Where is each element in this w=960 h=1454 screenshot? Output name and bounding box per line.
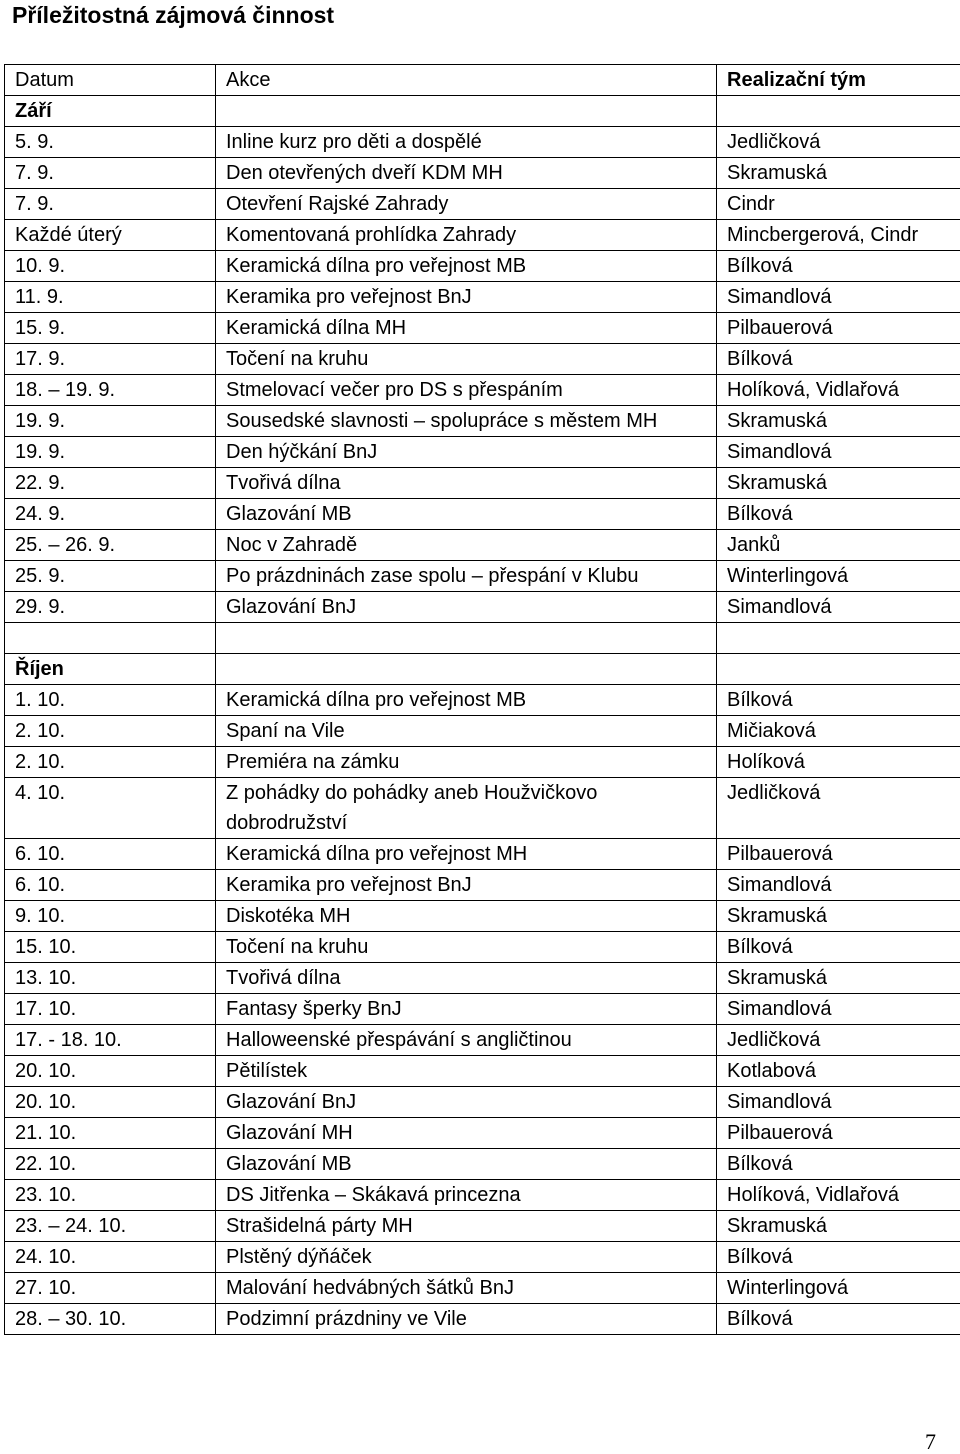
month-empty-cell xyxy=(216,654,717,685)
event-action: DS Jitřenka – Skákavá princezna xyxy=(216,1180,717,1211)
event-team: Bílková xyxy=(717,499,960,530)
event-team: Simandlová xyxy=(717,592,960,623)
month-empty-cell xyxy=(717,654,960,685)
event-team: Holíková, Vidlařová xyxy=(717,375,960,406)
table-row xyxy=(5,839,960,870)
event-team: Winterlingová xyxy=(717,561,960,592)
table-row xyxy=(5,1118,960,1149)
event-action: Po prázdninách zase spolu – přespání v Klubu xyxy=(216,561,717,592)
event-action: Halloweenské přespávání s angličtinou xyxy=(216,1025,717,1056)
event-team: Jedličková xyxy=(717,1025,960,1056)
event-action: Keramická dílna MH xyxy=(216,313,717,344)
event-action: Keramická dílna pro veřejnost MB xyxy=(216,685,717,716)
table-row xyxy=(5,406,960,437)
event-action: Glazování MB xyxy=(216,1149,717,1180)
event-date: 27. 10. xyxy=(5,1273,216,1304)
event-team: Skramuská xyxy=(717,158,960,189)
event-date: 19. 9. xyxy=(5,406,216,437)
event-date: 11. 9. xyxy=(5,282,216,313)
event-team: Skramuská xyxy=(717,963,960,994)
header-action: Akce xyxy=(216,65,717,96)
month-row xyxy=(5,654,960,685)
event-action: Diskotéka MH xyxy=(216,901,717,932)
event-date: 23. 10. xyxy=(5,1180,216,1211)
event-team: Simandlová xyxy=(717,994,960,1025)
event-action: Fantasy šperky BnJ xyxy=(216,994,717,1025)
event-action: Den hýčkání BnJ xyxy=(216,437,717,468)
event-date: 28. – 30. 10. xyxy=(5,1304,216,1335)
event-date: 22. 9. xyxy=(5,468,216,499)
event-action: Z pohádky do pohádky aneb Houžvičkovo dobrodružství xyxy=(216,778,717,839)
event-action: Premiéra na zámku xyxy=(216,747,717,778)
event-action: Plstěný dýňáček xyxy=(216,1242,717,1273)
page-title: Příležitostná zájmová činnost xyxy=(12,2,335,28)
table-row xyxy=(5,685,960,716)
table-row xyxy=(5,901,960,932)
table-row xyxy=(5,932,960,963)
event-action: Sousedské slavnosti – spolupráce s městem MH xyxy=(216,406,717,437)
table-row xyxy=(5,592,960,623)
event-date: 7. 9. xyxy=(5,158,216,189)
event-team: Jedličková xyxy=(717,127,960,158)
table-row xyxy=(5,375,960,406)
event-team: Bílková xyxy=(717,251,960,282)
event-team: Simandlová xyxy=(717,282,960,313)
table-header-row xyxy=(5,65,960,96)
table-row xyxy=(5,1025,960,1056)
event-action: Točení na kruhu xyxy=(216,932,717,963)
event-action: Komentovaná prohlídka Zahrady xyxy=(216,220,717,251)
table-row xyxy=(5,344,960,375)
events-table-body xyxy=(5,65,960,1335)
table-row xyxy=(5,282,960,313)
table-row xyxy=(5,251,960,282)
event-team: Skramuská xyxy=(717,901,960,932)
event-team: Kotlabová xyxy=(717,1056,960,1087)
table-row xyxy=(5,1056,960,1087)
event-team: Holíková xyxy=(717,747,960,778)
event-date: 18. – 19. 9. xyxy=(5,375,216,406)
event-action: Strašidelná párty MH xyxy=(216,1211,717,1242)
event-team: Simandlová xyxy=(717,437,960,468)
event-team: Skramuská xyxy=(717,406,960,437)
event-team: Jedličková xyxy=(717,778,960,839)
event-action: Keramika pro veřejnost BnJ xyxy=(216,870,717,901)
event-date: 17. 10. xyxy=(5,994,216,1025)
event-date: 25. – 26. 9. xyxy=(5,530,216,561)
event-action: Tvořivá dílna xyxy=(216,468,717,499)
blank-cell xyxy=(5,623,216,654)
event-team: Holíková, Vidlařová xyxy=(717,1180,960,1211)
event-action: Inline kurz pro děti a dospělé xyxy=(216,127,717,158)
event-action: Otevření Rajské Zahrady xyxy=(216,189,717,220)
event-date: 15. 10. xyxy=(5,932,216,963)
table-row xyxy=(5,437,960,468)
event-date: 21. 10. xyxy=(5,1118,216,1149)
event-date: 17. - 18. 10. xyxy=(5,1025,216,1056)
event-date: 10. 9. xyxy=(5,251,216,282)
event-team: Bílková xyxy=(717,344,960,375)
table-row xyxy=(5,561,960,592)
event-action: Glazování BnJ xyxy=(216,592,717,623)
event-date: 9. 10. xyxy=(5,901,216,932)
month-empty-cell xyxy=(216,96,717,127)
event-date: 1. 10. xyxy=(5,685,216,716)
event-action: Pětilístek xyxy=(216,1056,717,1087)
event-team: Mincbergerová, Cindr xyxy=(717,220,960,251)
table-row xyxy=(5,778,960,839)
event-date: 25. 9. xyxy=(5,561,216,592)
table-row xyxy=(5,468,960,499)
table-row xyxy=(5,127,960,158)
event-action: Glazování MH xyxy=(216,1118,717,1149)
event-date: 24. 9. xyxy=(5,499,216,530)
header-team: Realizační tým xyxy=(717,65,960,96)
event-team: Winterlingová xyxy=(717,1273,960,1304)
event-action: Spaní na Vile xyxy=(216,716,717,747)
table-row xyxy=(5,189,960,220)
event-team: Janků xyxy=(717,530,960,561)
event-action: Noc v Zahradě xyxy=(216,530,717,561)
table-row xyxy=(5,870,960,901)
blank-separator-row xyxy=(5,623,960,654)
month-row xyxy=(5,96,960,127)
table-row xyxy=(5,1304,960,1335)
event-action: Točení na kruhu xyxy=(216,344,717,375)
event-date: 6. 10. xyxy=(5,870,216,901)
table-row xyxy=(5,158,960,189)
event-date: 22. 10. xyxy=(5,1149,216,1180)
event-date: 13. 10. xyxy=(5,963,216,994)
event-action: Keramická dílna pro veřejnost MB xyxy=(216,251,717,282)
event-date: 20. 10. xyxy=(5,1056,216,1087)
table-row xyxy=(5,1211,960,1242)
table-row xyxy=(5,1273,960,1304)
event-date: 24. 10. xyxy=(5,1242,216,1273)
events-table xyxy=(4,64,960,1335)
event-team: Pilbauerová xyxy=(717,1118,960,1149)
event-team: Skramuská xyxy=(717,1211,960,1242)
event-action: Keramická dílna pro veřejnost MH xyxy=(216,839,717,870)
event-action: Podzimní prázdniny ve Vile xyxy=(216,1304,717,1335)
event-team: Pilbauerová xyxy=(717,313,960,344)
event-action: Stmelovací večer pro DS s přespáním xyxy=(216,375,717,406)
event-team: Cindr xyxy=(717,189,960,220)
event-team: Pilbauerová xyxy=(717,839,960,870)
event-date: 4. 10. xyxy=(5,778,216,839)
event-team: Bílková xyxy=(717,1149,960,1180)
event-date: 20. 10. xyxy=(5,1087,216,1118)
event-team: Skramuská xyxy=(717,468,960,499)
table-row xyxy=(5,530,960,561)
table-row xyxy=(5,1180,960,1211)
blank-cell xyxy=(717,623,960,654)
event-team: Simandlová xyxy=(717,870,960,901)
table-row xyxy=(5,220,960,251)
event-date: 17. 9. xyxy=(5,344,216,375)
month-label: Září xyxy=(5,96,216,127)
event-date: Každé úterý xyxy=(5,220,216,251)
event-date: 5. 9. xyxy=(5,127,216,158)
event-date: 2. 10. xyxy=(5,716,216,747)
table-row xyxy=(5,499,960,530)
event-date: 6. 10. xyxy=(5,839,216,870)
page-number: 7 xyxy=(925,1429,936,1454)
event-date: 29. 9. xyxy=(5,592,216,623)
table-row xyxy=(5,1242,960,1273)
event-action: Glazování BnJ xyxy=(216,1087,717,1118)
blank-cell xyxy=(216,623,717,654)
table-row xyxy=(5,747,960,778)
table-row xyxy=(5,1149,960,1180)
event-action: Den otevřených dveří KDM MH xyxy=(216,158,717,189)
event-team: Bílková xyxy=(717,932,960,963)
event-team: Simandlová xyxy=(717,1087,960,1118)
table-row xyxy=(5,963,960,994)
event-team: Bílková xyxy=(717,1242,960,1273)
event-action: Glazování MB xyxy=(216,499,717,530)
header-date: Datum xyxy=(5,65,216,96)
table-row xyxy=(5,313,960,344)
event-team: Bílková xyxy=(717,685,960,716)
month-label: Říjen xyxy=(5,654,216,685)
table-row xyxy=(5,1087,960,1118)
event-team: Bílková xyxy=(717,1304,960,1335)
month-empty-cell xyxy=(717,96,960,127)
event-action: Malování hedvábných šátků BnJ xyxy=(216,1273,717,1304)
event-date: 7. 9. xyxy=(5,189,216,220)
event-team: Mičiaková xyxy=(717,716,960,747)
event-date: 2. 10. xyxy=(5,747,216,778)
event-date: 15. 9. xyxy=(5,313,216,344)
event-action: Tvořivá dílna xyxy=(216,963,717,994)
event-date: 19. 9. xyxy=(5,437,216,468)
table-row xyxy=(5,994,960,1025)
table-row xyxy=(5,716,960,747)
event-action: Keramika pro veřejnost BnJ xyxy=(216,282,717,313)
event-date: 23. – 24. 10. xyxy=(5,1211,216,1242)
